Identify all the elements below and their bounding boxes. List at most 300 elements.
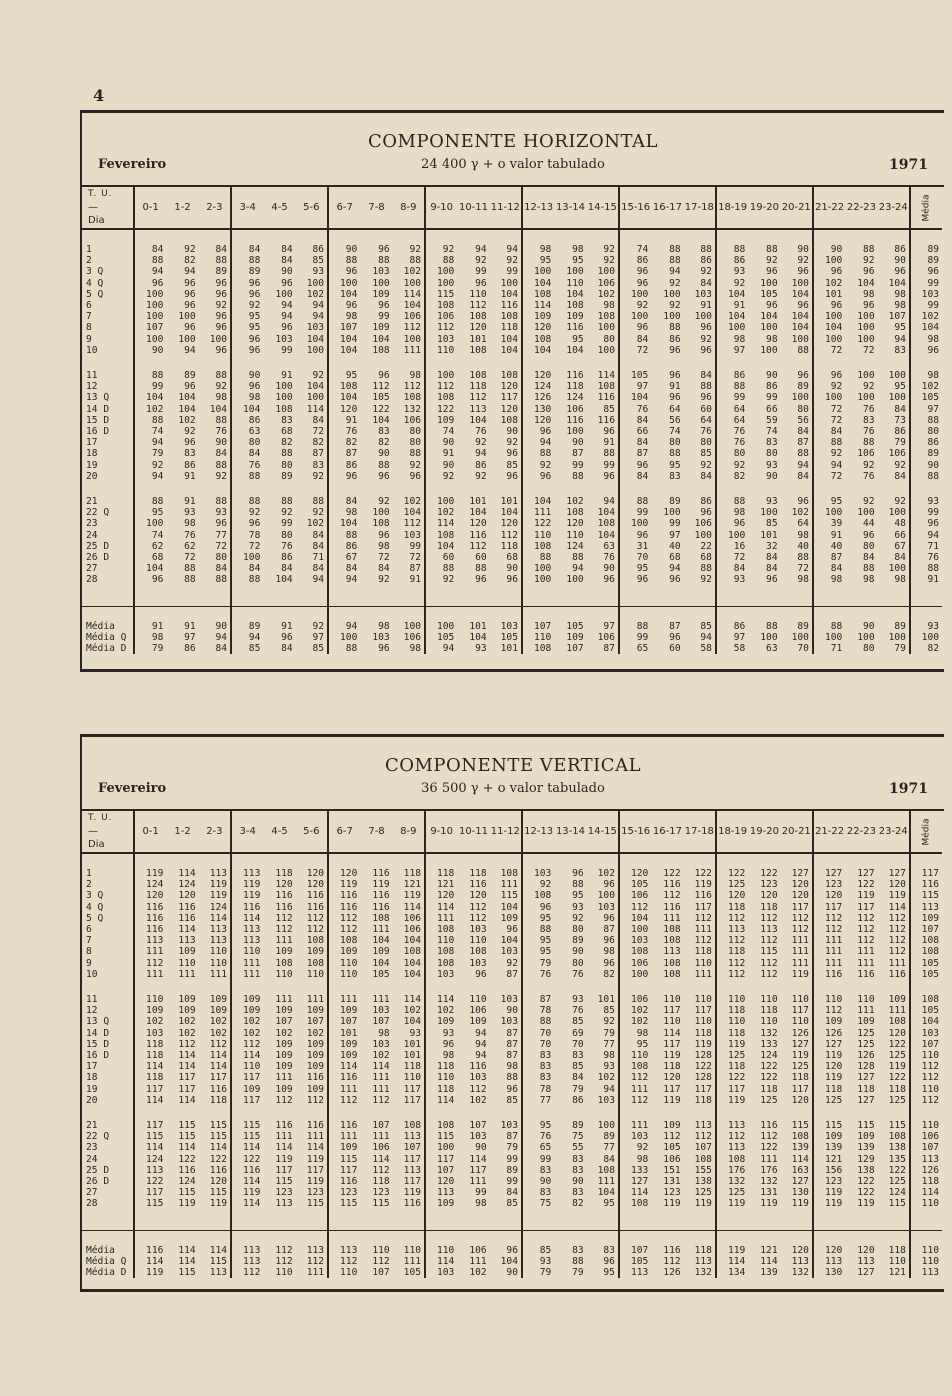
day-label: 27 <box>86 563 98 575</box>
hour-value: 104 <box>597 507 615 519</box>
hour-value: 111 <box>522 507 554 518</box>
hour-value: 91 <box>716 300 748 311</box>
summary-label: Média <box>86 620 115 632</box>
day-label: 11 <box>86 370 98 382</box>
hour-value: 83 <box>572 1153 584 1165</box>
hour-value: 112 <box>619 1072 651 1083</box>
spacer-cell <box>716 853 748 868</box>
hour-value: 110 <box>209 946 228 958</box>
hour-value: 92 <box>425 471 457 482</box>
hour-value: 95 <box>572 890 584 902</box>
hour-value: 120 <box>663 1072 681 1084</box>
hour-value: 96 <box>522 426 554 437</box>
summary-hour-value: 89 <box>231 621 263 632</box>
spacer-cell <box>878 229 910 244</box>
hour-value: 84 <box>619 437 651 448</box>
hour-value: 96 <box>506 1083 518 1095</box>
hour-value: 101 <box>760 529 778 541</box>
hour-value: 109 <box>275 1050 293 1062</box>
daily-mean-value: 105 <box>910 969 942 980</box>
hour-value: 87 <box>572 448 584 460</box>
hour-value: 109 <box>328 1050 360 1061</box>
spacer-cell <box>781 482 813 496</box>
hour-column-header: 18-19 <box>716 811 748 853</box>
hour-value: 68 <box>669 552 681 564</box>
hour-value: 111 <box>694 968 712 980</box>
hour-value: 108 <box>469 344 487 356</box>
hour-value: 88 <box>184 563 196 575</box>
table-row <box>82 255 942 266</box>
hour-value: 84 <box>894 470 906 482</box>
hour-value: 108 <box>522 289 554 300</box>
table-row <box>82 1198 942 1209</box>
summary-hour-value: 91 <box>184 620 196 632</box>
spacer-cell <box>134 1210 166 1231</box>
hour-value: 116 <box>566 370 584 382</box>
hour-value: 92 <box>572 912 584 924</box>
summary-hour-value: 100 <box>791 631 809 643</box>
hour-value: 112 <box>469 1083 487 1095</box>
hour-value: 91 <box>813 530 845 541</box>
hour-value: 106 <box>619 890 651 901</box>
hour-value: 96 <box>425 1039 457 1050</box>
hour-value: 112 <box>372 381 390 393</box>
spacer-cell <box>651 229 683 244</box>
hour-value: 104 <box>231 404 263 415</box>
table-row <box>82 426 942 437</box>
hour-value: 120 <box>469 322 487 334</box>
hour-value: 94 <box>475 448 487 460</box>
hour-value: 88 <box>134 370 166 381</box>
hour-value: 130 <box>522 404 554 415</box>
spacer-cell <box>716 1210 748 1231</box>
hour-column-header: 0-1 <box>134 811 166 853</box>
hour-value: 111 <box>694 924 712 936</box>
spacer-cell <box>587 1106 619 1120</box>
hour-value: 117 <box>694 1005 712 1017</box>
hour-value: 110 <box>275 968 293 980</box>
table-row <box>82 913 942 924</box>
hour-value: 108 <box>372 344 390 356</box>
table-row <box>82 1016 942 1027</box>
hour-value: 100 <box>328 278 360 289</box>
hour-value: 112 <box>372 1164 390 1176</box>
hour-value: 125 <box>888 1176 906 1188</box>
hour-value: 103 <box>500 1016 518 1028</box>
hour-value: 96 <box>231 518 263 529</box>
hour-value: 112 <box>306 1094 325 1106</box>
hour-value: 79 <box>506 1142 518 1154</box>
hour-value: 88 <box>134 255 166 266</box>
daily-mean-value: 89 <box>910 255 942 266</box>
hour-value: 126 <box>857 1050 875 1062</box>
hour-value: 76 <box>522 1131 554 1142</box>
table-row <box>82 370 942 381</box>
hour-value: 122 <box>425 404 457 415</box>
hour-value: 110 <box>694 957 712 969</box>
hour-value: 139 <box>791 1142 809 1154</box>
spacer-cell <box>360 980 392 994</box>
spacer-cell <box>522 1106 554 1120</box>
hour-value: 111 <box>619 1120 651 1131</box>
daily-mean-value: 88 <box>910 563 942 574</box>
hour-value: 92 <box>700 266 712 278</box>
hour-column-header: 9-10 <box>425 811 457 853</box>
hour-column-header: 19-20 <box>748 811 780 853</box>
hour-value: 91 <box>603 437 615 449</box>
daily-mean-value: 71 <box>910 541 942 552</box>
table-row <box>82 935 942 946</box>
hour-value: 120 <box>813 890 845 901</box>
hour-value: 112 <box>209 1038 228 1050</box>
hour-value: 124 <box>760 1050 778 1062</box>
spacer-cell <box>393 1210 425 1231</box>
hour-value: 119 <box>813 1198 845 1209</box>
hour-value: 112 <box>716 969 748 980</box>
hour-value: 117 <box>663 1038 681 1050</box>
hour-value: 116 <box>597 414 615 426</box>
hour-value: 72 <box>716 552 748 563</box>
spacer-cell <box>296 1210 328 1231</box>
hour-value: 116 <box>275 1120 293 1132</box>
daily-mean-value: 109 <box>910 913 942 924</box>
hour-value: 84 <box>797 470 809 482</box>
hour-value: 101 <box>328 1028 360 1039</box>
hour-value: 97 <box>619 381 651 392</box>
summary-hour-value: 91 <box>281 620 293 632</box>
spacer-cell <box>522 482 554 496</box>
hour-value: 90 <box>572 437 584 449</box>
hour-value: 111 <box>231 958 263 969</box>
summary-hour-value: 113 <box>231 1256 263 1267</box>
spacer-cell <box>393 606 425 621</box>
summary-hour-value: 103 <box>372 631 390 643</box>
hour-value: 128 <box>857 1061 875 1073</box>
summary-hour-value: 116 <box>663 1244 681 1256</box>
hour-value: 99 <box>409 540 421 552</box>
summary-hour-value: 97 <box>716 632 748 643</box>
hour-value: 98 <box>619 1154 651 1165</box>
hour-value: 118 <box>425 1061 457 1072</box>
hour-value: 124 <box>888 1187 906 1199</box>
hour-value: 96 <box>669 392 681 404</box>
hour-value: 100 <box>663 507 681 519</box>
hour-value: 100 <box>403 333 421 345</box>
hour-value: 115 <box>328 1154 360 1165</box>
spacer-cell <box>878 1230 910 1245</box>
spacer-cell <box>878 853 910 868</box>
hour-value: 118 <box>134 1072 166 1083</box>
day-label: 24 <box>86 1153 98 1165</box>
spacer-cell <box>554 356 586 370</box>
hour-value: 115 <box>328 1198 360 1209</box>
spacer-cell <box>845 356 877 370</box>
summary-hour-value: 98 <box>134 632 166 643</box>
spacer-cell <box>231 1106 263 1120</box>
summary-hour-value: 113 <box>328 1245 360 1256</box>
summary-hour-value: 96 <box>669 631 681 643</box>
hour-value: 92 <box>603 255 615 267</box>
spacer-cell <box>684 586 716 607</box>
hour-value: 111 <box>403 344 421 356</box>
hour-value: 117 <box>275 1164 293 1176</box>
hour-value: 83 <box>522 1072 554 1083</box>
hour-value: 74 <box>425 426 457 437</box>
hour-value: 100 <box>813 255 845 266</box>
hour-value: 83 <box>522 1187 554 1198</box>
hour-value: 104 <box>403 507 421 519</box>
spacer-cell <box>813 229 845 244</box>
hour-value: 86 <box>281 552 293 564</box>
hour-value: 92 <box>863 381 875 393</box>
daily-mean-value: 89 <box>910 244 942 255</box>
hour-value: 112 <box>694 1131 712 1143</box>
spacer-row <box>82 1106 942 1120</box>
hour-value: 114 <box>178 1142 196 1154</box>
hour-value: 117 <box>134 1120 166 1131</box>
spacer-cell <box>231 586 263 607</box>
summary-hour-value: 88 <box>766 620 778 632</box>
hour-value: 86 <box>572 1094 584 1106</box>
hour-value: 76 <box>863 470 875 482</box>
hour-value: 84 <box>619 334 651 345</box>
summary-hour-value: 107 <box>619 1245 651 1256</box>
day-label: 3 Q <box>86 890 104 902</box>
hour-value: 82 <box>312 437 325 449</box>
hour-value: 120 <box>425 890 457 901</box>
spacer-cell <box>296 482 328 496</box>
hour-value: 98 <box>603 1050 615 1062</box>
hour-value: 112 <box>372 1094 390 1106</box>
hour-value: 112 <box>619 1095 651 1106</box>
hour-value: 92 <box>506 437 518 449</box>
hour-value: 110 <box>425 935 457 946</box>
hour-value: 89 <box>231 266 263 277</box>
hour-value: 96 <box>506 574 518 586</box>
spacer-cell <box>781 229 813 244</box>
day-label: 28 <box>86 574 98 586</box>
hour-value: 127 <box>857 1094 875 1106</box>
table-row <box>82 868 942 879</box>
hour-value: 104 <box>403 935 421 947</box>
hour-value: 109 <box>275 1061 293 1073</box>
hour-value: 101 <box>469 333 487 345</box>
hour-value: 96 <box>603 574 615 586</box>
hour-value: 100 <box>597 266 615 278</box>
hour-value: 76 <box>572 1005 584 1017</box>
spacer-cell <box>263 1210 295 1231</box>
table-row <box>82 530 942 541</box>
spacer-cell <box>490 980 522 994</box>
hour-value: 90 <box>506 1005 518 1017</box>
hour-value: 96 <box>813 370 845 381</box>
hour-value: 102 <box>306 288 325 300</box>
hour-value: 44 <box>863 518 875 530</box>
summary-hour-value: 90 <box>863 620 875 632</box>
summary-hour-value: 65 <box>619 643 651 654</box>
hour-value: 125 <box>716 879 748 890</box>
hour-value: 80 <box>281 529 293 541</box>
table-row <box>82 552 942 563</box>
hour-value: 106 <box>597 277 615 289</box>
hour-value: 100 <box>813 507 845 518</box>
hour-value: 102 <box>178 1027 196 1039</box>
hour-value: 92 <box>184 426 196 438</box>
spacer-cell <box>82 1106 134 1120</box>
hour-value: 118 <box>857 1083 875 1095</box>
hour-value: 89 <box>572 935 584 947</box>
hour-value: 114 <box>403 994 421 1006</box>
hour-value: 89 <box>281 470 293 482</box>
hour-value: 88 <box>328 255 360 266</box>
hour-value: 88 <box>215 414 228 426</box>
hour-value: 118 <box>694 946 712 958</box>
hour-value: 104 <box>597 529 615 541</box>
hour-value: 114 <box>425 1095 457 1106</box>
hour-value: 95 <box>231 311 263 322</box>
section-month: Fevereiro <box>98 157 167 172</box>
hour-value: 113 <box>403 1131 421 1143</box>
hour-value: 120 <box>791 879 809 891</box>
daily-mean-value: 108 <box>910 935 942 946</box>
hour-value: 113 <box>469 403 487 415</box>
hour-value: 76 <box>603 552 615 564</box>
hour-value: 108 <box>306 935 325 947</box>
hour-value: 93 <box>603 1061 615 1073</box>
spacer-cell <box>425 1106 457 1120</box>
table-row <box>82 334 942 345</box>
hour-value: 128 <box>694 1072 712 1084</box>
hour-value: 87 <box>619 448 651 459</box>
day-label: 25 D <box>86 540 110 552</box>
hour-value: 101 <box>469 496 487 508</box>
hour-value: 100 <box>403 277 421 289</box>
daily-mean-value: 80 <box>910 426 942 437</box>
hour-value: 124 <box>566 540 584 552</box>
hour-value: 96 <box>281 277 293 289</box>
summary-hour-value: 87 <box>669 620 681 632</box>
hour-value: 75 <box>522 1198 554 1209</box>
spacer-cell <box>619 356 651 370</box>
spacer-cell <box>457 482 489 496</box>
hour-column-header: 23-24 <box>878 811 910 853</box>
hour-value: 93 <box>716 574 748 585</box>
spacer-cell <box>878 606 910 621</box>
hour-value: 85 <box>572 1016 584 1028</box>
spacer-row <box>82 980 942 994</box>
hour-value: 112 <box>500 529 518 541</box>
hour-value: 119 <box>403 1187 421 1199</box>
spacer-cell <box>166 1106 198 1120</box>
hour-value: 110 <box>716 994 748 1005</box>
hour-value: 117 <box>403 1094 421 1106</box>
hour-column-header: 13-14 <box>554 187 586 229</box>
hour-value: 90 <box>603 563 615 575</box>
hour-value: 100 <box>566 426 584 438</box>
hour-column-header: 22-23 <box>845 811 877 853</box>
hour-value: 90 <box>572 946 584 958</box>
hour-value: 119 <box>791 968 809 980</box>
hour-value: 87 <box>506 968 518 980</box>
hour-value: 112 <box>694 912 712 924</box>
data-table-container <box>82 809 944 1289</box>
hour-value: 116 <box>275 890 293 902</box>
day-label: 11 <box>86 994 98 1006</box>
section-year: 1971 <box>889 157 928 173</box>
hour-value: 31 <box>619 541 651 552</box>
hour-value: 98 <box>894 574 906 586</box>
hour-value: 120 <box>425 1176 457 1187</box>
hour-value: 96 <box>475 574 487 586</box>
hour-value: 114 <box>425 518 457 529</box>
hour-value: 111 <box>857 957 875 969</box>
hour-value: 111 <box>500 879 518 891</box>
daily-mean-value: 105 <box>910 392 942 403</box>
hour-value: 84 <box>863 552 875 564</box>
hour-value: 122 <box>857 879 875 891</box>
table-row <box>82 392 942 403</box>
hour-value: 88 <box>669 244 681 255</box>
hour-value: 113 <box>275 1198 293 1210</box>
spacer-cell <box>360 586 392 607</box>
spacer-cell <box>748 1106 780 1120</box>
hour-value: 107 <box>328 1016 360 1027</box>
hour-value: 88 <box>863 437 875 449</box>
hour-value: 108 <box>888 1131 906 1143</box>
hour-value: 100 <box>597 344 615 356</box>
hour-value: 79 <box>894 437 906 449</box>
table-row <box>82 266 942 277</box>
hour-value: 64 <box>700 414 712 426</box>
hour-value: 96 <box>522 471 554 482</box>
hour-value: 85 <box>506 1094 518 1106</box>
table-row <box>82 574 942 585</box>
hour-value: 85 <box>506 459 518 471</box>
hour-value: 102 <box>134 404 166 415</box>
hour-value: 127 <box>791 1176 809 1188</box>
hour-value: 56 <box>669 414 681 426</box>
summary-hour-value: 98 <box>409 643 421 655</box>
hour-value: 121 <box>403 879 421 891</box>
spacer-cell <box>166 356 198 370</box>
spacer-cell <box>748 1210 780 1231</box>
hour-value: 92 <box>475 437 487 449</box>
hour-value: 119 <box>760 1198 778 1210</box>
hour-value: 100 <box>888 392 906 404</box>
spacer-cell <box>490 356 522 370</box>
hour-value: 84 <box>894 403 906 415</box>
spacer-cell <box>231 980 263 994</box>
spacer-cell <box>166 606 198 621</box>
summary-hour-value: 132 <box>791 1267 809 1279</box>
hour-value: 117 <box>134 1084 166 1095</box>
hour-value: 112 <box>275 1094 293 1106</box>
hour-value: 100 <box>209 333 228 345</box>
hour-value: 86 <box>328 460 360 471</box>
hour-value: 84 <box>134 244 166 255</box>
hour-value: 88 <box>312 496 325 508</box>
spacer-cell <box>490 1230 522 1245</box>
day-label: 15 D <box>86 414 110 426</box>
day-label: 5 Q <box>86 912 104 924</box>
summary-mean-value: 110 <box>910 1245 942 1256</box>
hour-value: 82 <box>281 437 293 449</box>
table-row <box>82 879 942 890</box>
hour-value: 102 <box>231 1016 263 1027</box>
hour-value: 88 <box>863 244 875 255</box>
hour-value: 83 <box>184 448 196 460</box>
hour-column-header: 3-4 <box>231 187 263 229</box>
